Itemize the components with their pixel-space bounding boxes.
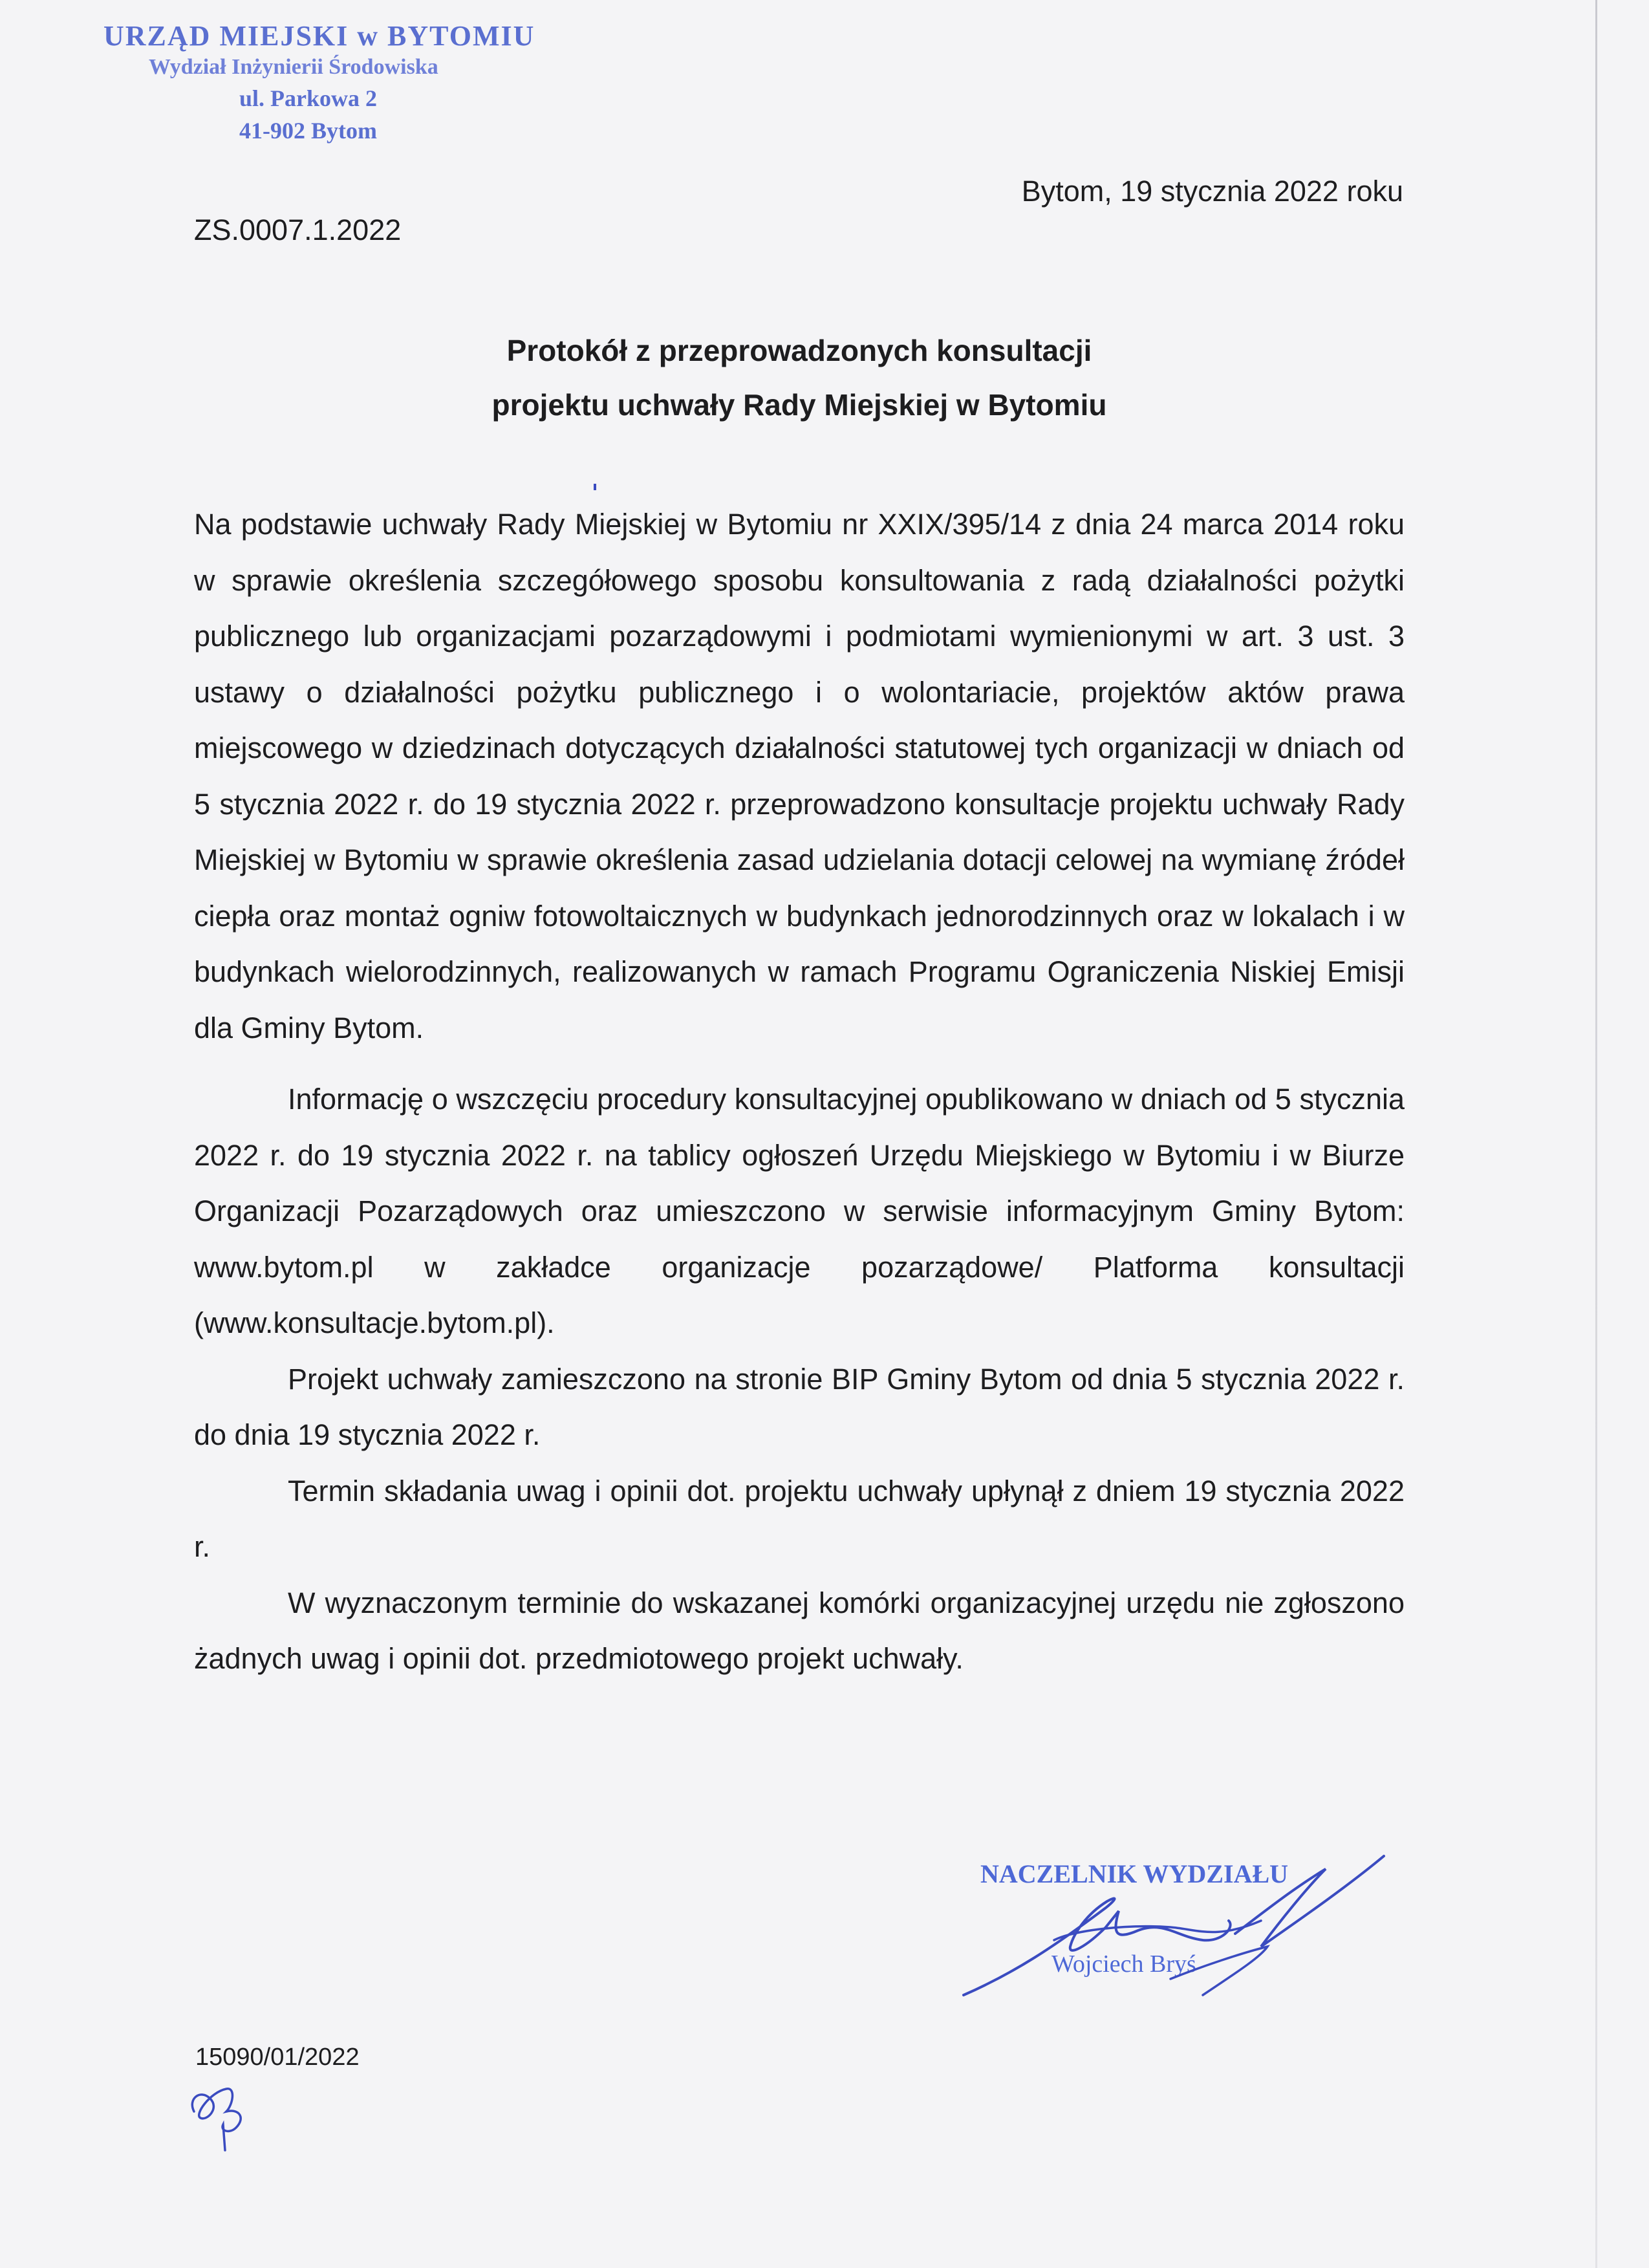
stamp-street: ul. Parkowa 2 — [239, 85, 378, 111]
paragraph-deadline: Termin składania uwag i opinii dot. projektu uchwały upłynął z dniem 19 stycznia 2022 r. — [194, 1474, 1405, 1563]
document-body — [194, 497, 1405, 1687]
signature-block — [957, 1850, 1423, 2031]
stamp-postcode-city: 41-902 Bytom — [239, 118, 377, 144]
reference-number: ZS.0007.1.2022 — [194, 213, 402, 246]
paragraph-result: W wyznaczonym terminie do wskazanej komórki organizacyjnej urzędu nie zgłoszono żadnych uwag i opinii dot. przedmiotowego projekt uchwały. — [194, 1586, 1405, 1675]
title-line-1: Protokół z przeprowadzonych konsultacji — [506, 334, 1092, 367]
paragraph-bip: Projekt uchwały zamieszczono na stronie BIP Gminy Bytom od dnia 5 stycznia 2022 r. do dnia 19 stycznia 2022 r. — [194, 1362, 1405, 1451]
title-line-2: projektu uchwały Rady Miejskiej w Bytomiu — [491, 388, 1107, 422]
stamp-office-name: URZĄD MIEJSKI w BYTOMIU — [103, 20, 535, 52]
registry-number: 15090/01/2022 — [195, 2044, 360, 2071]
pen-mark — [594, 484, 596, 490]
handwritten-signature — [957, 1850, 1423, 2031]
paragraph-publication: Informację o wszczęciu procedury konsultacyjnej opublikowano w dniach od 5 stycznia 2022 r. do 19 stycznia 2022 r. na tablicy ogłoszeń Urzędu Miejskiego w Bytomiu i w Biurze Organizacji Pozarządowych oraz umieszczono w serwisie informacyjnym Gminy Bytom: www.bytom.pl w zakładce organizacje pozarządowe/ Platforma konsultacji (www.konsultacje.bytom.pl). — [194, 1083, 1405, 1339]
stamp-department: Wydział Inżynierii Środowiska — [149, 55, 438, 79]
office-stamp — [103, 19, 543, 144]
scan-page-edge — [1595, 0, 1597, 2268]
signature-title-stamp: NACZELNIK WYDZIAŁU — [980, 1859, 1289, 1888]
paragraph-legal-basis: Na podstawie uchwały Rady Miejskiej w Bytomiu nr XXIX/395/14 z dnia 24 marca 2014 roku w sprawie określenia szczegółowego sposobu konsultowania z radą działalności pożytki publicznego lub organizacjami pozarządowymi i podmiotami wymienionymi w art. 3 ust. 3 ustawy o działalności pożytku publicznego i o wolontariacie, projektów aktów prawa miejscowego w dziedzinach dotyczących działalności statutowej tych organizacji w dniach od 5 stycznia 2022 r. do 19 stycznia 2022 r. przeprowadzono konsultacje projektu uchwały Rady Miejskiej w Bytomiu w sprawie określenia zasad udzielania dotacji celowej na wymianę źródeł ciepła oraz montaż ogniw fotowoltaicznych w budynkach jednorodzinnych oraz w lokalach i w budynkach wielorodzinnych, realizowanych w ramach Programu Ograniczenia Niskiej Emisji dla Gminy Bytom. — [194, 508, 1405, 1044]
handwritten-initials — [175, 2073, 278, 2163]
document-title — [194, 323, 1405, 432]
signature-name-stamp: Wojciech Bryś — [1051, 1950, 1196, 1978]
place-and-date: Bytom, 19 stycznia 2022 roku — [1021, 175, 1403, 208]
